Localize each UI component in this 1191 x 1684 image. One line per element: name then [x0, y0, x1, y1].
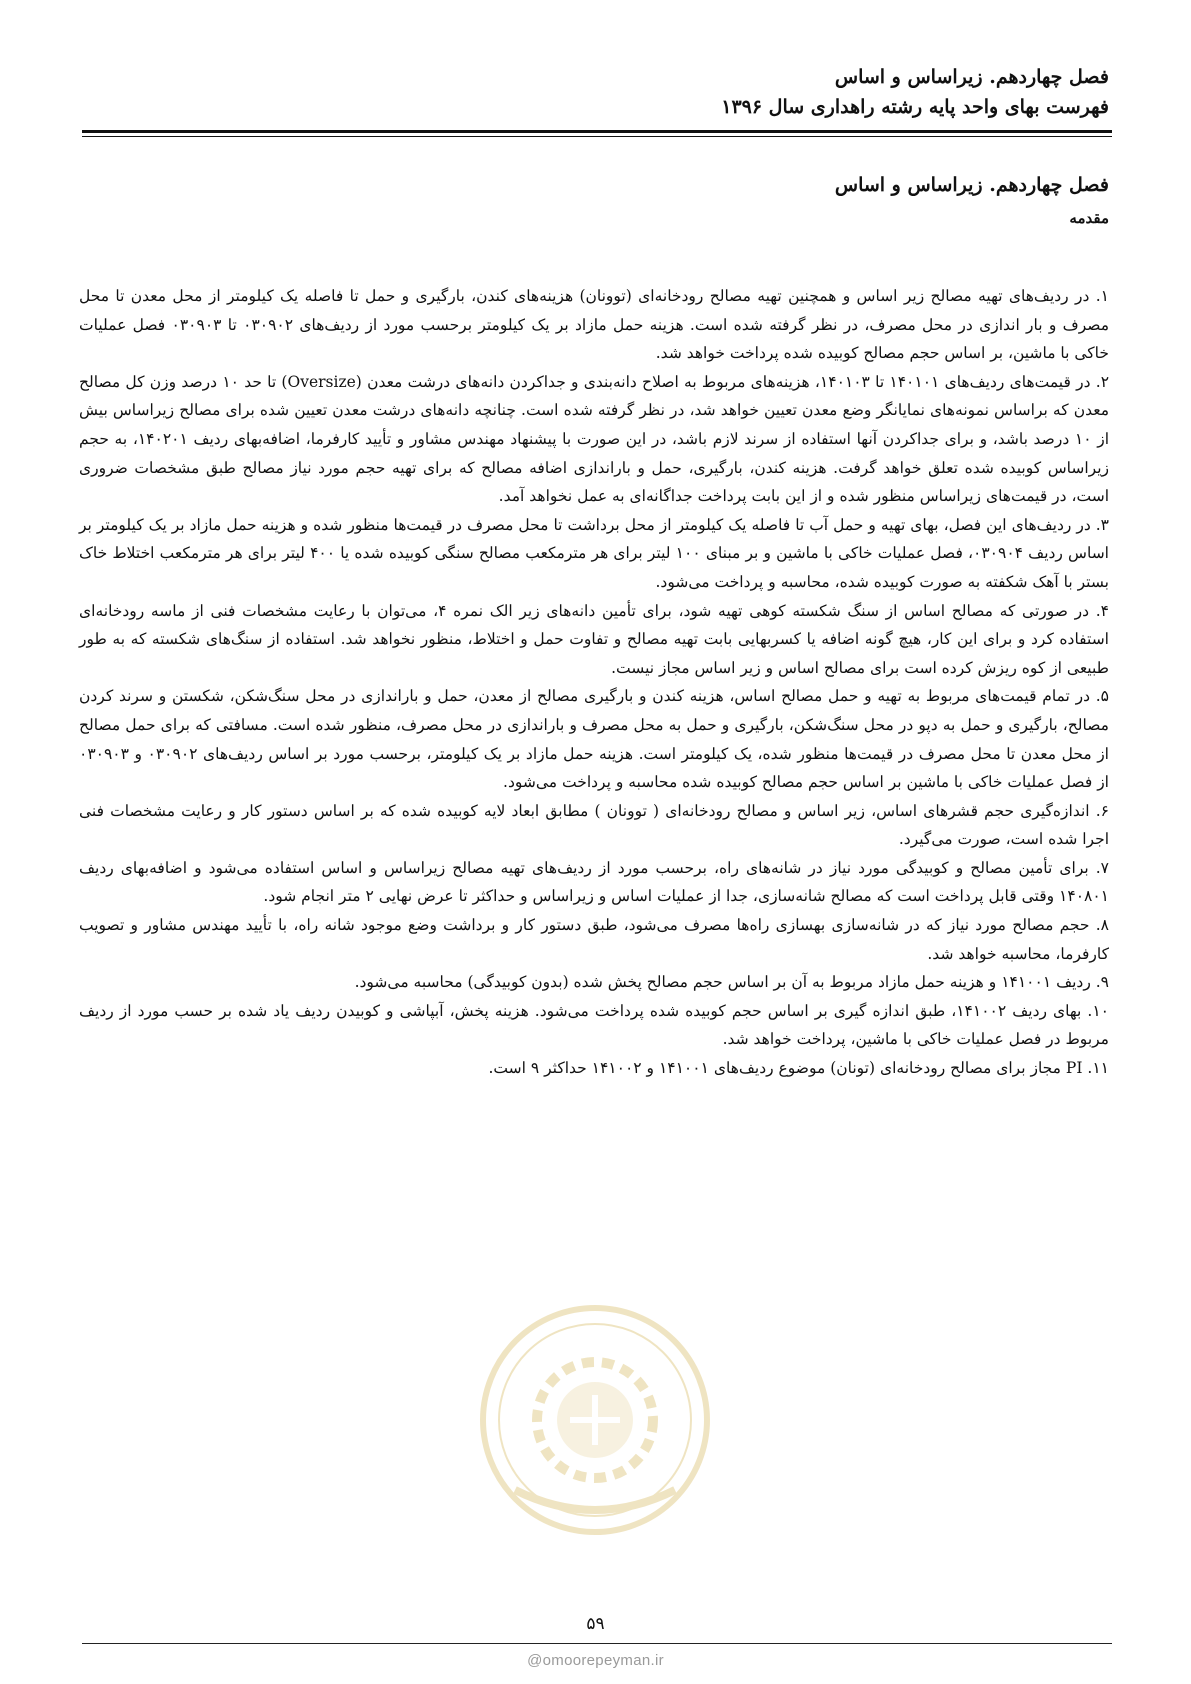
paragraph-10: ۱۰. بهای ردیف ۱۴۱۰۰۲، طبق اندازه گیری بر اساس حجم کوبیده شده پرداخت می‌شود. هزینه پخش، آبپاشی و کوبیدن ردیف یاد شده بر حسب مورد از ردیف مربوط در فصل عملیات خاکی با ماشین، پرداخت خواهد شد. — [79, 1001, 1109, 1049]
header-chapter: فصل چهاردهم. زیراساس و اساس — [834, 66, 1109, 88]
paragraph-2: ۲. در قیمت‌های ردیف‌های ۱۴۰۱۰۱ تا ۱۴۰۱۰۳، هزینه‌های مربوط به اصلاح دانه‌بندی و جداکردن دانه‌های درشت معدن (Oversize) تا حد ۱۰ درصد وزن کل مصالح معدن که براساس نمونه‌های نمایانگر وضع معدن تعیین خواهد شد، در نظر گرفته شده است. چنانچه دانه‌های درشت معدن تعیین شده برای مصالح زیراساس بیش از ۱۰ درصد باشد، و برای جداکردن آنها استفاده از سرند لازم باشد، در این صورت با پیشنهاد مهندس مشاور و تأیید کارفرما، اضافه‌بهای ردیف ۱۴۰۲۰۱، به حجم زیراساس کوبیده شده تعلق خواهد گرفت. هزینه کندن، بارگیری، حمل و باراندازی اضافه مصالح که برای تهیه حجم مورد نیاز مصالح طبق مشخصات ضروری است، در قیمت‌های زیراساس منظور شده و از این بابت پرداخت جداگانه‌ای به عمل نخواهد آمد. — [79, 372, 1110, 506]
footer-handle: @omoorepeyman.ir — [527, 1652, 664, 1669]
section-subtitle: مقدمه — [1069, 209, 1109, 227]
paragraph-6: ۶. اندازه‌گیری حجم قشرهای اساس، زیر اساس و مصالح رودخانه‌ای ( توونان ) مطابق ابعاد لایه کوبیده شده که بر اساس دستور کار و رعایت مشخصات فنی اجرا شده است، صورت می‌گیرد. — [79, 801, 1109, 849]
header-rule-thick — [82, 130, 1112, 133]
page-number: ۵۹ — [586, 1614, 605, 1634]
paragraph-7: ۷. برای تأمین مصالح و کوبیدگی مورد نیاز در شانه‌های راه، برحسب مورد از ردیف‌های تهیه مصالح زیراساس و اساس استفاده می‌شود و اضافه‌بهای ردیف ۱۴۰۸۰۱ وقتی قابل پرداخت است که مصالح شانه‌سازی، جدا از عملیات اساس و زیراساس و حداکثر تا عرض نهایی ۲ متر انجام شود. — [79, 858, 1109, 906]
section-title: فصل چهاردهم. زیراساس و اساس — [834, 174, 1109, 196]
paragraph-8: ۸. حجم مصالح مورد نیاز که در شانه‌سازی بهسازی راه‌ها مصرف می‌شود، طبق دستور کار و برداشت وضع موجود شانه راه، با تأیید مهندس مشاور و تصویب کارفرما، محاسبه خواهد شد. — [79, 916, 1109, 963]
footer-rule — [82, 1643, 1112, 1644]
paragraph-9: ۹. ردیف ۱۴۱۰۰۱ و هزینه حمل مازاد مربوط به آن بر اساس حجم مصالح پخش شده (بدون کوبیدگی) محاسبه می‌شود. — [354, 973, 1109, 992]
seal-logo-icon — [475, 1300, 715, 1540]
paragraph-5: ۵. در تمام قیمت‌های مربوط به تهیه و حمل مصالح اساس، هزینه کندن و بارگیری مصالح از معدن، حمل و باراندازی در محل سنگ‌شکن، شکستن و سرند کردن مصالح، بارگیری و حمل به دپو در محل سنگ‌شکن، بارگیری و حمل به محل مصرف و باراندازی در محل مصرف، منظور شده است. مسافتی که برای حمل مصالح از محل معدن تا محل مصرف در قیمت‌ها منظور شده، یک کیلومتر است. هزینه حمل مازاد بر یک کیلومتر، برحسب مورد بر اساس ردیف‌های ۰۳۰۹۰۲ و ۰۳۰۹۰۳ از فصل عملیات خاکی با ماشین بر اساس حجم مصالح کوبیده شده محاسبه و پرداخت می‌شود. — [79, 687, 1109, 792]
intro-body — [79, 282, 1109, 1083]
page-header — [79, 62, 1109, 122]
paragraph-3: ۳. در ردیف‌های این فصل، بهای تهیه و حمل آب تا فاصله یک کیلومتر از محل برداشت تا محل مصرف در قیمت‌ها منظور شده و هزینه حمل مازاد بر یک کیلومتر بر اساس ردیف ۰۳۰۹۰۴، فصل عملیات خاکی با ماشین و بر مبنای ۱۰۰ لیتر برای هر مترمکعب مصالح سنگی کوبیده شده یا ۴۰۰ لیتر برای هر مترمکعب اختلاط خاک بستر با آهک شکفته به صورت کوبیده شده، محاسبه و پرداخت می‌شود. — [79, 515, 1109, 591]
paragraph-1: ۱. در ردیف‌های تهیه مصالح زیر اساس و همچنین تهیه مصالح رودخانه‌ای (توونان) هزینه‌های کندن، بارگیری و حمل تا فاصله یک کیلومتر از محل معدن تا محل مصرف و بار اندازی در محل مصرف، در نظر گرفته شده است. هزینه حمل مازاد بر یک کیلومتر برحسب مورد از ردیف‌های ۰۳۰۹۰۲ تا ۰۳۰۹۰۳ فصل عملیات خاکی با ماشین، بر اساس حجم مصالح کوبیده شده پرداخت خواهد شد. — [79, 287, 1110, 363]
header-list-title: فهرست بهای واحد پایه رشته راهداری سال ۱۳۹۶ — [721, 96, 1109, 118]
paragraph-4: ۴. در صورتی که مصالح اساس از سنگ شکسته کوهی تهیه شود، برای تأمین دانه‌های زیر الک نمره ۴، می‌توان با رعایت مشخصات فنی از ماسه رودخانه‌ای استفاده کرد و برای این کار، هیچ گونه اضافه یا کسربهایی بابت تهیه مصالح و تفاوت حمل و اختلاط، منظور نخواهد شد. استفاده از سنگ‌های شکسته که به طور طبیعی از کوه ریزش کرده است برای مصالح اساس و زیر اساس مجاز نیست. — [79, 601, 1109, 677]
header-rule-thin — [82, 136, 1112, 137]
paragraph-11: ۱۱. PI مجاز برای مصالح رودخانه‌ای (تونان) موضوع ردیف‌های ۱۴۱۰۰۱ و ۱۴۱۰۰۲ حداکثر ۹ است. — [488, 1059, 1109, 1078]
